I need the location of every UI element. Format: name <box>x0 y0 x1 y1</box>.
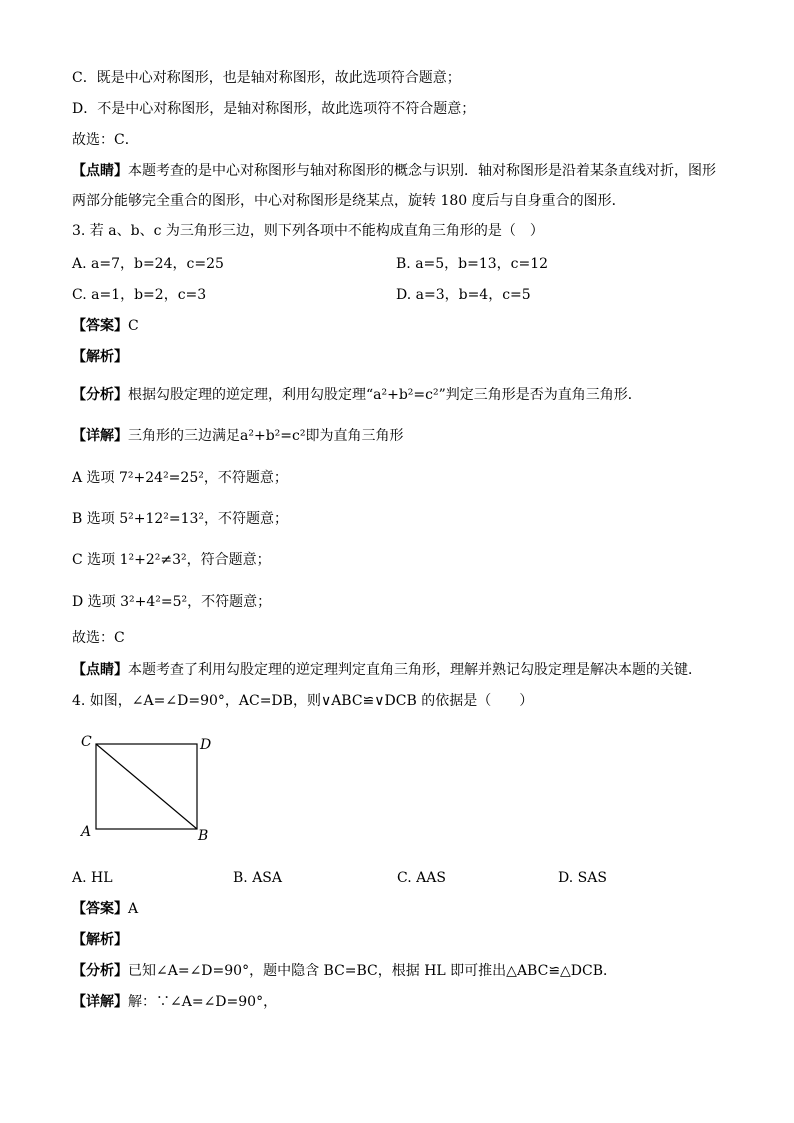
q3-detail-c: C 选项 1²+2²≠3²，符合题意； <box>72 552 271 568</box>
vertex-label-d: D <box>200 737 212 753</box>
point-tag: 【点睛】 <box>72 163 128 179</box>
q4-answer <box>72 900 138 918</box>
point-text: 本题考查的是中心对称图形与轴对称图形的概念与识别．轴对称图形是沿着某条直线对折，图形两部分能够完全重合的图形，中心对称图形是绕某点，旋转 180 度后与自身重合的图形． <box>72 163 716 209</box>
q4-stem: 4. 如图，∠A=∠D=90°，AC=DB，则∨ABC≌∨DCB 的依据是（ ） <box>72 693 534 709</box>
q3-detail-b: B 选项 5²+12²=13²，不符题意； <box>72 511 289 527</box>
q3-analysis-heading: 【解析】 <box>72 349 128 365</box>
q4-fenxi <box>72 962 617 980</box>
vertex-label-a: A <box>81 824 92 840</box>
answer-value: C <box>128 318 139 334</box>
q4-analysis-heading: 【解析】 <box>72 932 128 948</box>
rectangle-diagram <box>78 730 228 850</box>
diagonal-cb <box>96 744 197 829</box>
fenxi-text: 根据勾股定理的逆定理，利用勾股定理“a²+b²=c²”判定三角形是否为直角三角形． <box>128 387 642 403</box>
vertex-label-b: B <box>198 828 209 844</box>
c-option-explanation: C．既是中心对称图形，也是轴对称图形，故此选项符合题意； <box>72 70 461 86</box>
vertex-label-c: C <box>81 734 92 750</box>
q4-option-a: A. HL <box>72 870 113 886</box>
q3-option-d: D. a=3，b=4，c=5 <box>396 287 531 303</box>
q3-detail-d: D 选项 3²+4²=5²，不符题意； <box>72 594 272 610</box>
answer-tag: 【答案】 <box>72 318 128 334</box>
q3-fenxi <box>72 386 642 404</box>
q4-option-d: D. SAS <box>558 870 607 886</box>
q3-choose: 故选：C <box>72 630 125 646</box>
choose-c: 故选：C． <box>72 132 139 148</box>
d-option-explanation: D．不是中心对称图形，是轴对称图形，故此选项符不符合题意； <box>72 101 476 117</box>
q4-option-c: C. AAS <box>397 870 446 886</box>
q3-option-a: A. a=7，b=24，c=25 <box>72 256 224 272</box>
fenxi4-tag: 【分析】 <box>72 963 128 979</box>
xiangjie4-text: 解：∵∠A=∠D=90°， <box>128 994 278 1010</box>
answer4-tag: 【答案】 <box>72 901 128 917</box>
fenxi-tag: 【分析】 <box>72 387 128 403</box>
q3-answer <box>72 317 139 335</box>
xiangjie4-tag: 【详解】 <box>72 994 128 1010</box>
q3-stem: 3. 若 a、b、c 为三角形三边，则下列各项中不能构成直角三角形的是（ ） <box>72 223 544 239</box>
q3-detail-a: A 选项 7²+24²=25²，不符题意； <box>72 470 288 486</box>
q3-xiangjie <box>72 427 403 445</box>
q3-option-b: B. a=5，b=13，c=12 <box>396 256 549 272</box>
answer4-value: A <box>128 901 139 917</box>
point3-tag: 【点睛】 <box>72 662 128 678</box>
xiangjie-tag: 【详解】 <box>72 428 128 444</box>
point-paragraph <box>72 156 720 216</box>
geometry-figure <box>78 730 228 854</box>
xiangjie-text: 三角形的三边满足a²+b²=c²即为直角三角形 <box>128 428 404 444</box>
q3-option-c: C. a=1，b=2，c=3 <box>72 287 207 303</box>
q4-xiangjie <box>72 993 277 1011</box>
point3-text: 本题考查了利用勾股定理的逆定理判定直角三角形，理解并熟记勾股定理是解决本题的关键． <box>128 662 702 678</box>
q4-option-b: B. ASA <box>233 870 282 886</box>
q3-point <box>72 661 702 679</box>
fenxi4-text: 已知∠A=∠D=90°，题中隐含 BC=BC，根据 HL 即可推出△ABC≌△DCB． <box>128 963 618 979</box>
